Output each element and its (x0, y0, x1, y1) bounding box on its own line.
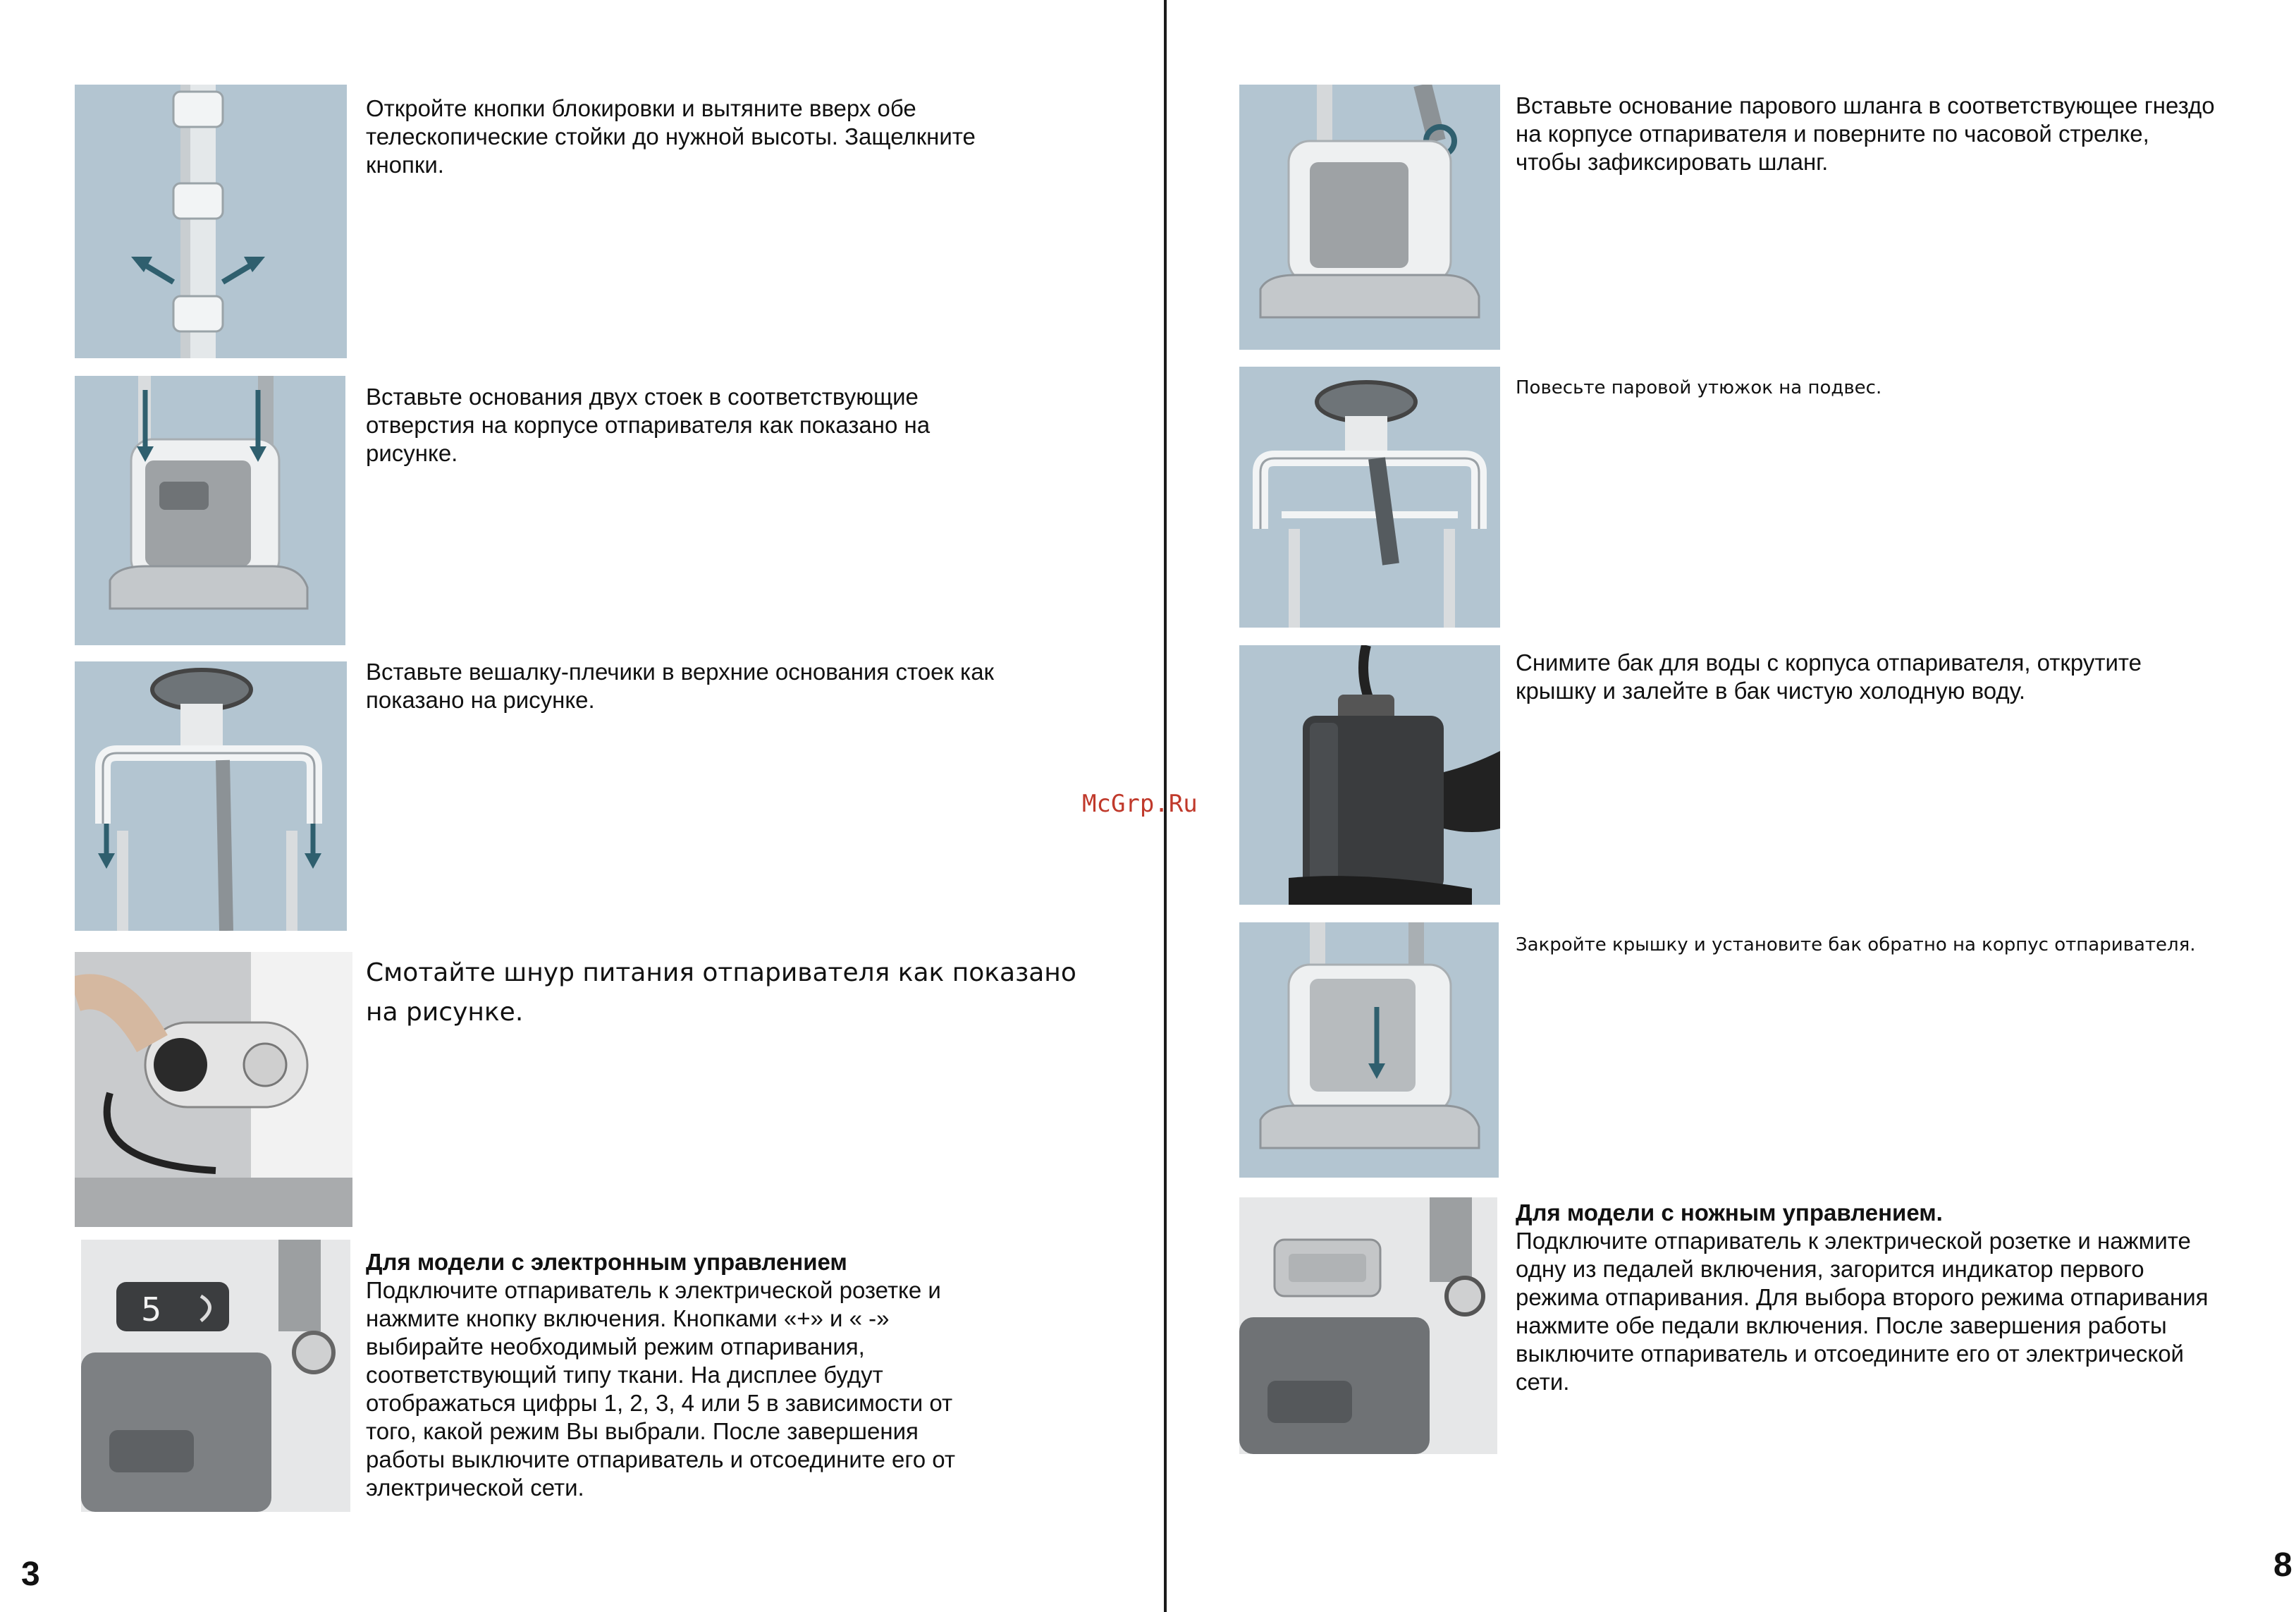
right-page (1167, 0, 2296, 1612)
step-5-text (366, 1248, 1127, 1502)
step-6-text: Вставьте основание парового шланга в соответствующее гнездо на корпусе отпаривателя и поверните по часовой стрелке, чтобы зафиксировать шланг. (1516, 92, 2215, 175)
page-number-right: 8 (2273, 1546, 2292, 1584)
watermark: McGrp.Ru (1082, 790, 1198, 818)
tank-install-illustration (1239, 922, 1499, 1178)
page-number-left: 3 (21, 1556, 40, 1593)
step-4-text: Смотайте шнур питания отпаривателя как показано на рисунке. (366, 958, 1076, 1027)
display-digit: 5 (141, 1290, 162, 1329)
step-2-text: Вставьте основания двух стоек в соответствующие отверстия на корпусе отпаривателя как показано на рисунке. (366, 384, 931, 466)
hanger-illustration (75, 661, 347, 931)
foot-control-illustration (1239, 1197, 1497, 1454)
step-5-body: Подключите отпариватель к электрической розетке и нажмите кнопку включения. Кнопками «+» и « -» выбирайте необходимый режим отпаривания, соответствующий типу ткани. На дисплее будут отображаться цифры 1, 2, 3, 4 или 5 в зависимости от того, какой режим Вы выбрали. После завершения работы выключите отпариватель и отсоедините его от электрической сети. (366, 1277, 955, 1501)
electronic-panel-illustration (81, 1240, 350, 1512)
step-1-text: Откройте кнопки блокировки и вытяните вверх обе телескопические стойки до нужной высоты. Защелкните кнопки. (366, 95, 976, 178)
hose-socket-illustration (1239, 85, 1500, 350)
step-5-heading: Для модели с электронным управлением (366, 1249, 847, 1275)
water-tank-illustration (1239, 645, 1500, 905)
iron-on-hanger-illustration (1239, 367, 1500, 628)
power-cord-illustration (75, 952, 352, 1227)
step-10-body: Подключите отпариватель к электрической розетке и нажмите одну из педалей включения, загорится индикатор первого режима отпаривания. Для выбора второго режима отпаривания нажмите обе педали включения. После завершения работы выключите отпариватель и отсоедините его от электрической сети. (1516, 1228, 2209, 1395)
step-10-heading: Для модели с ножным управлением. (1516, 1199, 1943, 1226)
step-3-text: Вставьте вешалку-плечики в верхние основания стоек как показано на рисунке. (366, 659, 994, 713)
steamer-base-illustration (75, 376, 345, 645)
step-7-text: Повесьте паровой утюжок на подвес. (1516, 377, 1882, 398)
step-8-text: Снимите бак для воды с корпуса отпаривателя, открутите крышку и залейте в бак чистую холодную воду. (1516, 649, 2142, 704)
telescopic-pole-illustration (75, 85, 347, 358)
step-9-text: Закройте крышку и установите бак обратно на корпус отпаривателя. (1516, 934, 2196, 955)
step-10-text (1516, 1199, 2291, 1396)
